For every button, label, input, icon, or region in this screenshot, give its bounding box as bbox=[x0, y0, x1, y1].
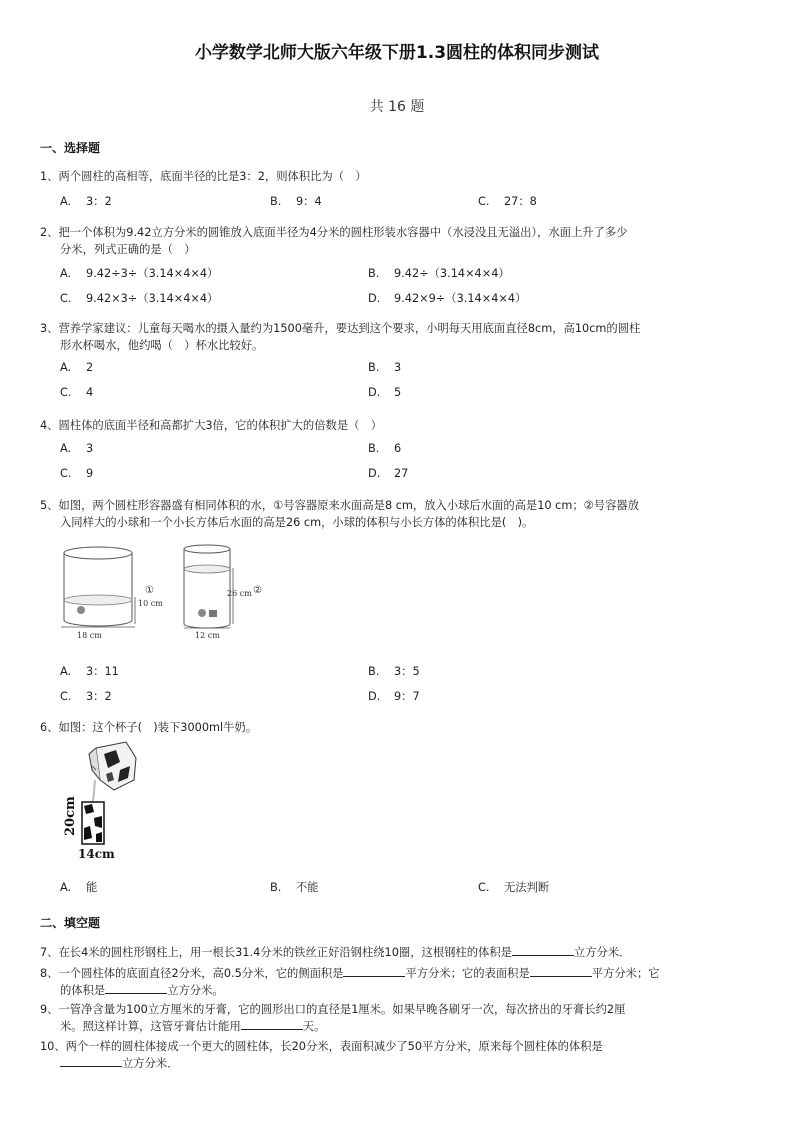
milk-cup-figure bbox=[56, 740, 166, 862]
question-text-cont: 形水杯喝水，他约喝（ ）杯水比较好。 bbox=[60, 339, 264, 352]
cylinder-1-height-label: 10 cm bbox=[138, 599, 163, 608]
question-number: 5、 bbox=[40, 499, 59, 512]
option-b[interactable]: B. 3 bbox=[368, 361, 402, 374]
cylinder-1-mark: ① bbox=[145, 585, 154, 596]
cylinder-1-width-label: 18 cm bbox=[77, 631, 102, 640]
option-b[interactable]: B. 9.42÷（3.14×4×4） bbox=[368, 267, 510, 280]
question-number: 7、 bbox=[40, 946, 59, 959]
option-b[interactable]: B. 6 bbox=[368, 442, 402, 455]
question-5 bbox=[40, 497, 712, 531]
question-text: 两个圆柱的高相等，底面半径的比是3：2，则体积比为（ ） bbox=[58, 170, 367, 183]
question-number: 8、 bbox=[40, 967, 59, 980]
question-number: 1、 bbox=[40, 170, 59, 183]
option-a[interactable]: A. 3 bbox=[60, 442, 94, 455]
option-a[interactable]: A. 2 bbox=[60, 361, 94, 374]
option-a[interactable]: A. 3：11 bbox=[60, 665, 119, 678]
question-4 bbox=[40, 417, 712, 434]
section-heading-choice: 一、选择题 bbox=[40, 141, 101, 155]
cylinder-2-height-label: 26 cm bbox=[227, 589, 252, 598]
question-number: 9、 bbox=[40, 1003, 59, 1016]
option-c[interactable]: C. 4 bbox=[60, 386, 94, 399]
question-number: 2、 bbox=[40, 226, 59, 239]
question-text: 把一个体积为9.42立方分米的圆锥放入底面半径为4分米的圆柱形装水容器中（水浸没且无溢出），水面上升了多少 bbox=[58, 226, 628, 239]
option-d[interactable]: D. 9.42×9÷（3.14×4×4） bbox=[368, 292, 527, 305]
answer-blank[interactable] bbox=[241, 1019, 303, 1030]
answer-blank[interactable] bbox=[512, 945, 574, 956]
milk-carton-icon bbox=[89, 742, 136, 802]
question-number: 3、 bbox=[40, 322, 59, 335]
option-c[interactable]: C. 无法判断 bbox=[478, 881, 550, 894]
option-c[interactable]: C. 9.42×3÷（3.14×4×4） bbox=[60, 292, 219, 305]
cylinder-1 bbox=[61, 547, 163, 640]
question-10: 10、两个一样的圆柱体接成一个更大的圆柱体，长20分米，表面积减少了50平方分米，原来每个圆柱体的体积是 立方分米． bbox=[40, 1040, 603, 1070]
option-c[interactable]: C. 27：8 bbox=[478, 195, 537, 208]
section-heading-fill: 二、填空题 bbox=[40, 916, 101, 930]
question-text-cont: 分米，列式正确的是（ ） bbox=[60, 243, 196, 256]
option-a[interactable]: A. 3：2 bbox=[60, 195, 112, 208]
option-a[interactable]: A. 9.42÷3÷（3.14×4×4） bbox=[60, 267, 219, 280]
answer-blank[interactable] bbox=[530, 966, 592, 977]
cylinders-figure bbox=[55, 540, 285, 645]
option-c[interactable]: C. 9 bbox=[60, 467, 94, 480]
option-b[interactable]: B. 3：5 bbox=[368, 665, 420, 678]
question-8: 8、一个圆柱体的底面直径2分米，高0.5分米，它的侧面积是 平方分米；它的表面积是 平方分米；它 的体积是 立方分米。 bbox=[40, 967, 660, 997]
question-text: 圆柱体的底面半径和高都扩大3倍，它的体积扩大的倍数是（ ） bbox=[58, 419, 383, 432]
question-7: 7、在长4米的圆柱形钢柱上，用一根长31.4分米的铁丝正好沿钢柱绕10圈，这根钢柱的体积是 立方分米． bbox=[40, 946, 631, 959]
question-6 bbox=[40, 719, 712, 736]
question-1 bbox=[40, 168, 712, 185]
cylinder-2-width-label: 12 cm bbox=[195, 631, 220, 640]
question-number: 10、 bbox=[40, 1040, 66, 1053]
question-text: 如图：这个杯子( )装下3000ml牛奶。 bbox=[58, 721, 258, 734]
page-title: 小学数学北师大版六年级下册1.3圆柱的体积同步测试 bbox=[194, 43, 600, 63]
option-d[interactable]: D. 5 bbox=[368, 386, 402, 399]
question-3 bbox=[40, 320, 712, 354]
cylinder-2 bbox=[184, 545, 262, 640]
cylinder-2-mark: ② bbox=[253, 585, 262, 596]
answer-blank[interactable] bbox=[343, 966, 405, 977]
option-d[interactable]: D. 27 bbox=[368, 467, 409, 480]
option-b[interactable]: B. 不能 bbox=[270, 881, 319, 894]
answer-blank[interactable] bbox=[105, 983, 167, 994]
question-count: 共 16 题 bbox=[369, 99, 425, 115]
question-number: 4、 bbox=[40, 419, 59, 432]
option-b[interactable]: B. 9：4 bbox=[270, 195, 322, 208]
option-a[interactable]: A. 能 bbox=[60, 881, 98, 894]
answer-blank[interactable] bbox=[60, 1056, 122, 1067]
option-c[interactable]: C. 3：2 bbox=[60, 690, 112, 703]
option-d[interactable]: D. 9：7 bbox=[368, 690, 420, 703]
cup-width-label: 14cm bbox=[78, 847, 115, 861]
cup-icon bbox=[82, 802, 104, 844]
question-number: 6、 bbox=[40, 721, 59, 734]
question-text: 营养学家建议：儿童每天喝水的摄入量约为1500毫升，要达到这个要求，小明每天用底面直径8cm，高10cm的圆柱 bbox=[58, 322, 641, 335]
question-text: 如图，两个圆柱形容器盛有相同体积的水，①号容器原来水面高是8 cm，放入小球后水面的高是10 cm；②号容器放 bbox=[58, 499, 639, 512]
question-2 bbox=[40, 224, 712, 258]
question-text-cont: 入同样大的小球和一个小长方体后水面的高是26 cm，小球的体积与小长方体的体积比是( )。 bbox=[60, 516, 534, 529]
cup-height-label: 20cm bbox=[63, 796, 78, 836]
question-9: 9、一管净含量为100立方厘米的牙膏，它的圆形出口的直径是1厘米。如果早晚各刷牙一次，每次挤出的牙膏长约2厘 米。照这样计算，这管牙膏估计能用 天。 bbox=[40, 1003, 626, 1033]
